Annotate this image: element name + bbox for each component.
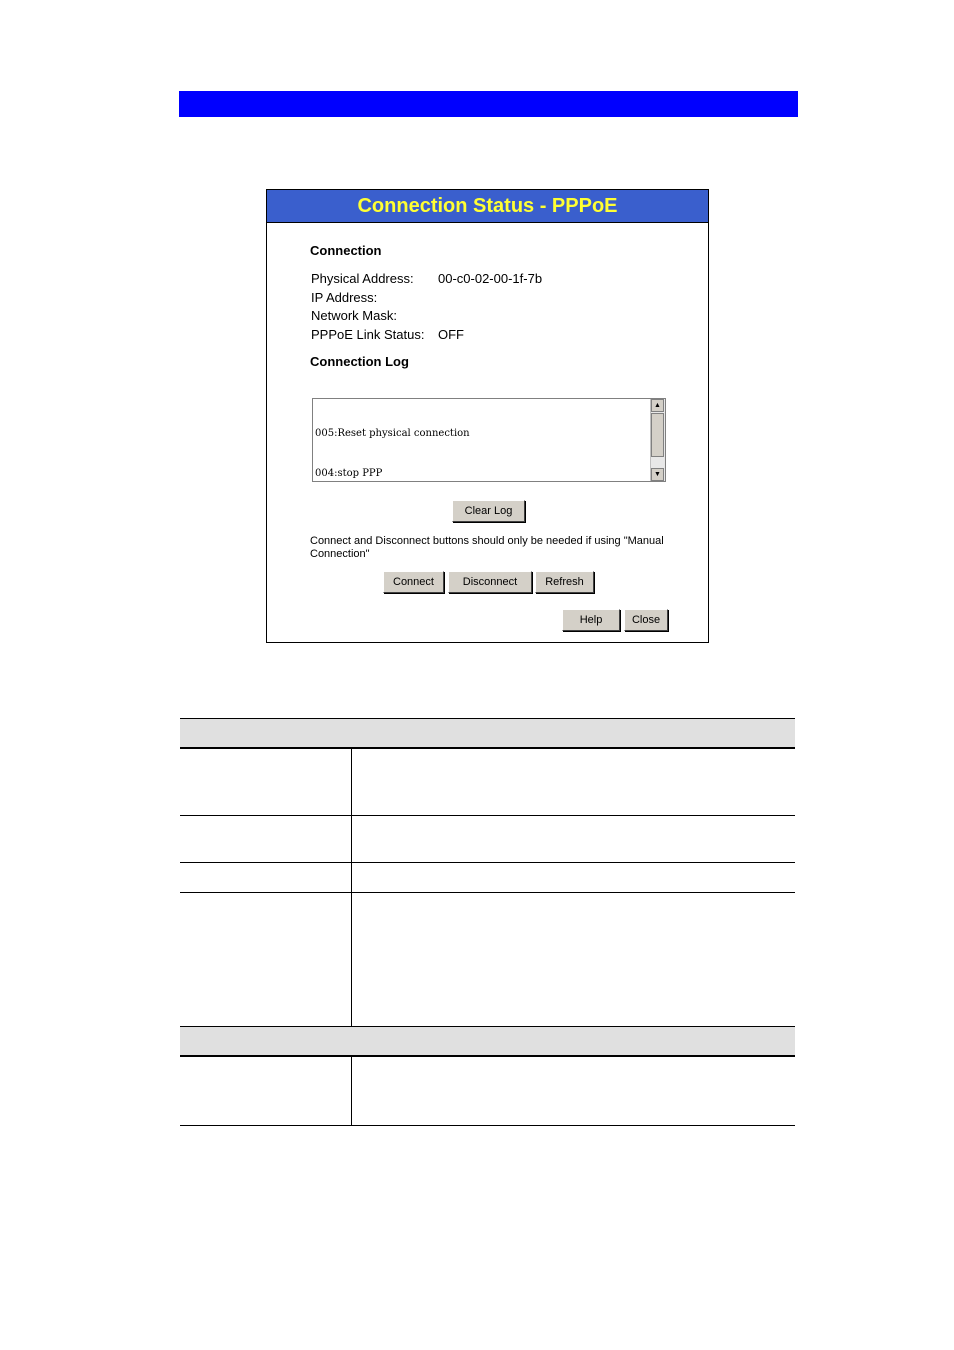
table-row-divider (180, 815, 795, 816)
refresh-button[interactable]: Refresh (535, 571, 594, 593)
table-column-divider (351, 749, 352, 1026)
clear-log-button[interactable]: Clear Log (452, 500, 525, 522)
table-header-connection (180, 718, 795, 749)
scroll-up-icon[interactable]: ▲ (651, 399, 664, 412)
log-scrollbar[interactable] (650, 399, 665, 481)
table-bottom-line (180, 1125, 795, 1126)
close-button[interactable]: Close (624, 609, 668, 631)
physical-address-value: 00-c0-02-00-1f-7b (438, 271, 543, 286)
help-button[interactable]: Help (562, 609, 620, 631)
manual-connection-note: Connect and Disconnect buttons should only be needed if using "Manual Connection" (310, 535, 664, 560)
connection-log-box[interactable] (312, 398, 666, 482)
header-bar (179, 91, 798, 117)
connect-button[interactable]: Connect (383, 571, 444, 593)
log-lines (315, 400, 649, 482)
log-line: 005:Reset physical connection (315, 427, 470, 439)
window-title: Connection Status - PPPoE (267, 190, 708, 223)
table-row-divider (180, 862, 795, 863)
disconnect-button[interactable]: Disconnect (448, 571, 532, 593)
connection-status-window (266, 189, 709, 643)
connection-heading: Connection (310, 243, 382, 258)
table-header-buttons (180, 1026, 795, 1057)
log-line: 004:stop PPP (315, 468, 383, 480)
scroll-down-icon[interactable]: ▼ (651, 468, 664, 481)
table-column-divider (351, 1057, 352, 1125)
scroll-thumb[interactable] (651, 413, 664, 457)
table-row-divider (180, 892, 795, 893)
physical-address-label: Physical Address: (311, 271, 414, 286)
ip-address-label: IP Address: (311, 290, 378, 305)
pppoe-link-status-value: OFF (438, 327, 464, 342)
network-mask-label: Network Mask: (311, 308, 397, 323)
connection-log-heading: Connection Log (310, 354, 409, 369)
pppoe-link-status-label: PPPoE Link Status: (311, 327, 425, 342)
